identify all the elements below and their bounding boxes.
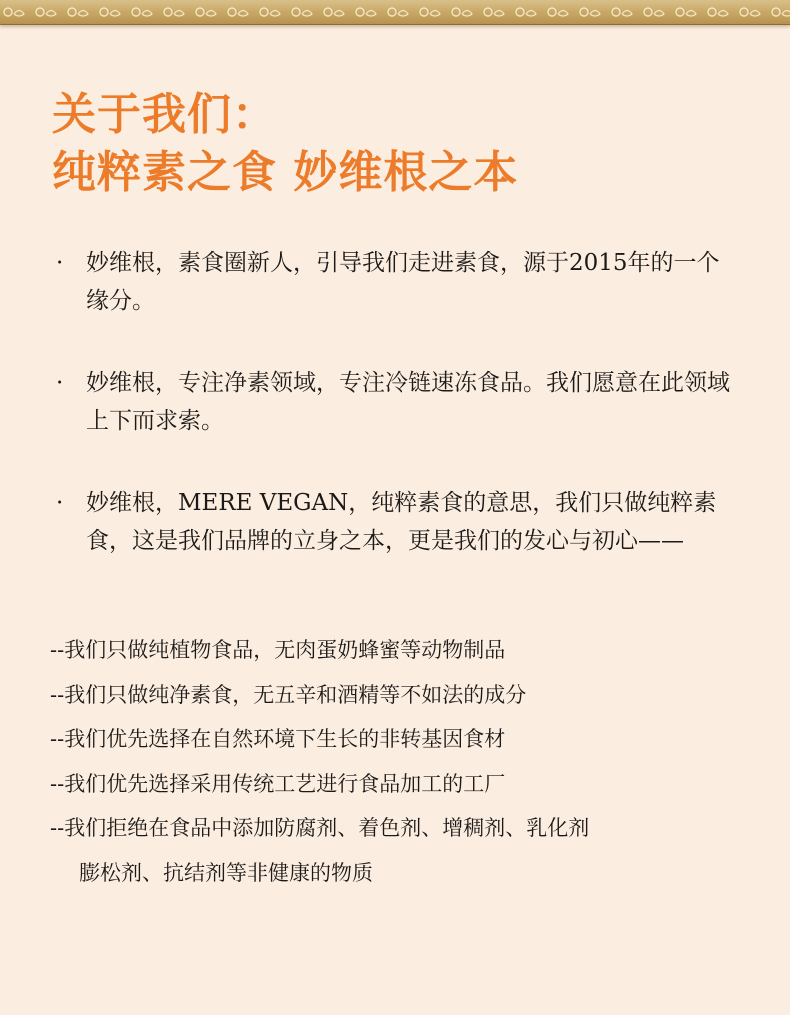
commitment-item: --我们拒绝在食品中添加防腐剂、着色剂、增稠剂、乳化剂 bbox=[50, 816, 590, 840]
ornament-motif bbox=[612, 8, 632, 16]
heading-line-slogan: 纯粹素之食 妙维根之本 bbox=[52, 147, 519, 198]
bullet-list bbox=[52, 244, 732, 604]
ornament-motif bbox=[420, 8, 440, 16]
ornament-motif bbox=[4, 8, 24, 16]
ornament-motif bbox=[644, 8, 664, 16]
commitment-item: --我们只做纯净素食，无五辛和酒精等不如法的成分 bbox=[50, 682, 527, 707]
ornament-motif bbox=[164, 8, 184, 16]
page-heading bbox=[52, 86, 518, 202]
ornament-motif bbox=[388, 8, 408, 16]
ornament-motif bbox=[292, 8, 312, 16]
ornament-motif bbox=[676, 8, 696, 16]
ornament-motif bbox=[100, 8, 120, 16]
ornament-motif bbox=[196, 8, 216, 16]
ornament-motif bbox=[260, 8, 280, 16]
ornament-motif bbox=[516, 8, 536, 16]
bullet-dot: · bbox=[56, 490, 64, 516]
ornament-motif bbox=[132, 8, 152, 16]
commitment-item: --我们只做纯植物食品，无肉蛋奶蜂蜜等动物制品 bbox=[50, 638, 506, 662]
ornament-motif bbox=[772, 8, 790, 16]
ornament-motif bbox=[708, 8, 728, 16]
ornament-motif bbox=[452, 8, 472, 16]
ornament-motif bbox=[580, 8, 600, 16]
ornament-motif bbox=[228, 8, 248, 16]
ornament-motif bbox=[36, 8, 56, 16]
ornament-motif bbox=[740, 8, 760, 16]
ornament-motif bbox=[548, 8, 568, 16]
commitment-item: --我们优先选择采用传统工艺进行食品加工的工厂 bbox=[50, 771, 506, 796]
commitment-item: --我们优先选择在自然环境下生长的非转基因食材 bbox=[50, 727, 506, 751]
bullet-text: 妙维根，专注净素领域，专注冷链速冻食品。我们愿意在此领域上下而求索。 bbox=[86, 370, 730, 434]
bullet-item bbox=[52, 364, 732, 440]
bullet-dot: · bbox=[56, 370, 64, 396]
ornament-motif bbox=[68, 8, 88, 16]
ornament-motif bbox=[484, 8, 504, 16]
commitment-list bbox=[50, 628, 589, 895]
bullet-dot: · bbox=[56, 250, 64, 276]
bullet-item bbox=[52, 244, 732, 320]
bullet-item bbox=[52, 484, 732, 560]
heading-line-about-us: 关于我们： bbox=[52, 89, 277, 140]
bullet-text: 妙维根，素食圈新人，引导我们走进素食，源于2015年的一个缘分。 bbox=[86, 250, 720, 314]
decorative-border bbox=[0, 0, 790, 25]
ornament-motif bbox=[324, 8, 344, 16]
commitment-item-continued: 膨松剂、抗结剂等非健康的物质 bbox=[79, 860, 373, 885]
ornament-pattern bbox=[0, 0, 790, 24]
ornament-motif bbox=[356, 8, 376, 16]
bullet-text: 妙维根，MERE VEGAN，纯粹素食的意思，我们只做纯粹素食，这是我们品牌的立身之本，更是我们的发心与初心—— bbox=[86, 490, 717, 554]
